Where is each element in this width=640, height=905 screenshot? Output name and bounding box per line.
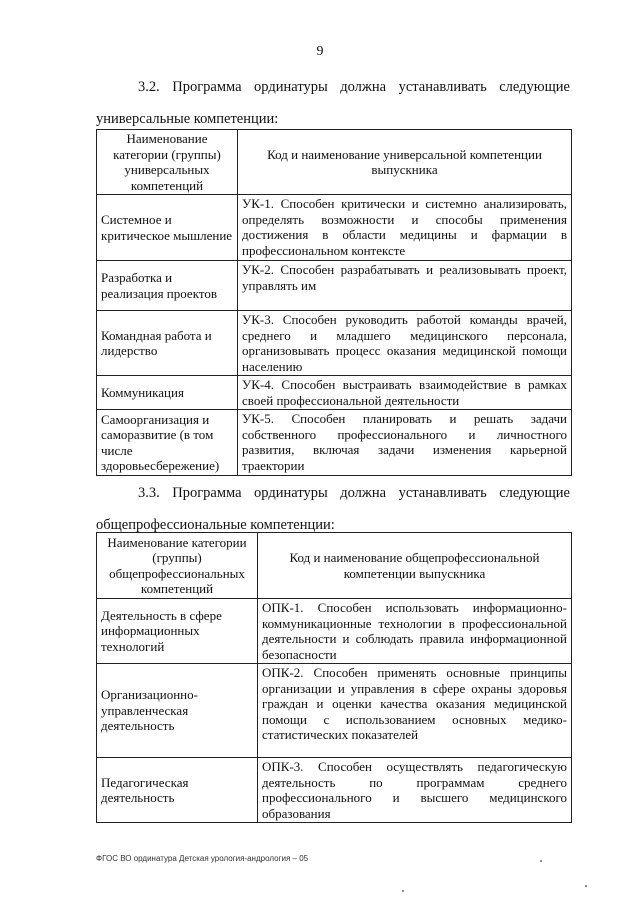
table-row — [97, 261, 572, 311]
table-row — [97, 410, 572, 476]
heading-line: общепрофессиональные компетенции: — [96, 516, 335, 533]
competence-cell: УК-1. Способен критически и системно анализировать, определять возможности и способы применения достижения в области медицины и фармации в профессиональном контексте — [238, 195, 572, 261]
header-competence: Код и наименование универсальной компетенции выпускника — [238, 130, 572, 195]
table-row — [97, 599, 572, 664]
category-cell: Разработка и реализация проектов — [97, 261, 238, 311]
heading-word: следующие — [499, 79, 570, 95]
category-cell: Самоорганизация и саморазвитие (в том числе здоровьесбережение) — [97, 410, 238, 476]
document-footer: ФГОС ВО ординатура Детская урология-андрология – 05 — [96, 854, 309, 863]
competence-cell: УК-3. Способен руководить работой команды врачей, среднего и младшего медицинского персонала, организовывать процесс оказания медицинской помощи населению — [238, 311, 572, 376]
table-row — [97, 758, 572, 823]
category-cell: Коммуникация — [97, 376, 238, 410]
competence-cell: ОПК-1. Способен использовать информационно-коммуникационные технологии в профессиональной деятельности и соблюдать правила информационной безопасности — [258, 599, 572, 664]
heading-word: должна — [340, 485, 387, 501]
heading-word: Программа — [172, 79, 242, 95]
heading-line — [96, 80, 570, 95]
category-cell: Системное и критическое мышление — [97, 195, 238, 261]
scan-speck — [540, 860, 542, 862]
category-cell: Командная работа и лидерство — [97, 311, 238, 376]
heading-word: ординатуры — [254, 79, 328, 95]
competence-cell: УК-5. Способен планировать и решать задачи собственного профессионального и личностного развития, включая задачи изменения карьерной траектории — [238, 410, 572, 476]
heading-word: должна — [340, 79, 387, 95]
category-cell: Педагогическая деятельность — [97, 758, 258, 823]
competence-cell: ОПК-3. Способен осуществлять педагогическую деятельность по программам среднего профессионального и высшего медицинского образования — [258, 758, 572, 823]
heading-word: устанавливать — [398, 485, 487, 501]
competence-cell: ОПК-2. Способен применять основные принципы организации и управления в сфере охраны здоровья граждан и оценки качества оказания медицинской помощи с использованием основных медико-статистических показателей — [258, 664, 572, 758]
competence-cell: УК-4. Способен выстраивать взаимодействие в рамках своей профессиональной деятельности — [238, 376, 572, 410]
heading-word: 3.3. — [138, 485, 160, 501]
heading-word: ординатуры — [254, 485, 328, 501]
section-heading-general — [96, 486, 570, 532]
page-number: 9 — [316, 44, 324, 59]
heading-word: следующие — [499, 485, 570, 501]
heading-word: 3.2. — [138, 79, 160, 95]
section-heading-universal — [96, 80, 570, 126]
general-competencies-table — [96, 532, 572, 823]
competence-cell: УК-2. Способен разрабатывать и реализовывать проект, управлять им — [238, 261, 572, 311]
category-cell: Организационно-управленческая деятельность — [97, 664, 258, 758]
table-header-row — [97, 533, 572, 599]
heading-line: универсальные компетенции: — [96, 110, 279, 127]
table-header-row — [97, 130, 572, 195]
heading-line — [96, 486, 570, 501]
header-category: Наименование категории (группы) универсальных компетенций — [97, 130, 238, 195]
table-row — [97, 376, 572, 410]
table-row — [97, 664, 572, 758]
scan-speck — [402, 890, 404, 892]
universal-competencies-table — [96, 129, 572, 476]
scan-speck — [585, 885, 587, 887]
heading-word: Программа — [172, 485, 242, 501]
header-competence: Код и наименование общепрофессиональной компетенции выпускника — [258, 533, 572, 599]
table-row — [97, 195, 572, 261]
category-cell: Деятельность в сфере информационных технологий — [97, 599, 258, 664]
table-row — [97, 311, 572, 376]
heading-word: устанавливать — [398, 79, 487, 95]
header-category: Наименование категории (группы) общепрофессиональных компетенций — [97, 533, 258, 599]
